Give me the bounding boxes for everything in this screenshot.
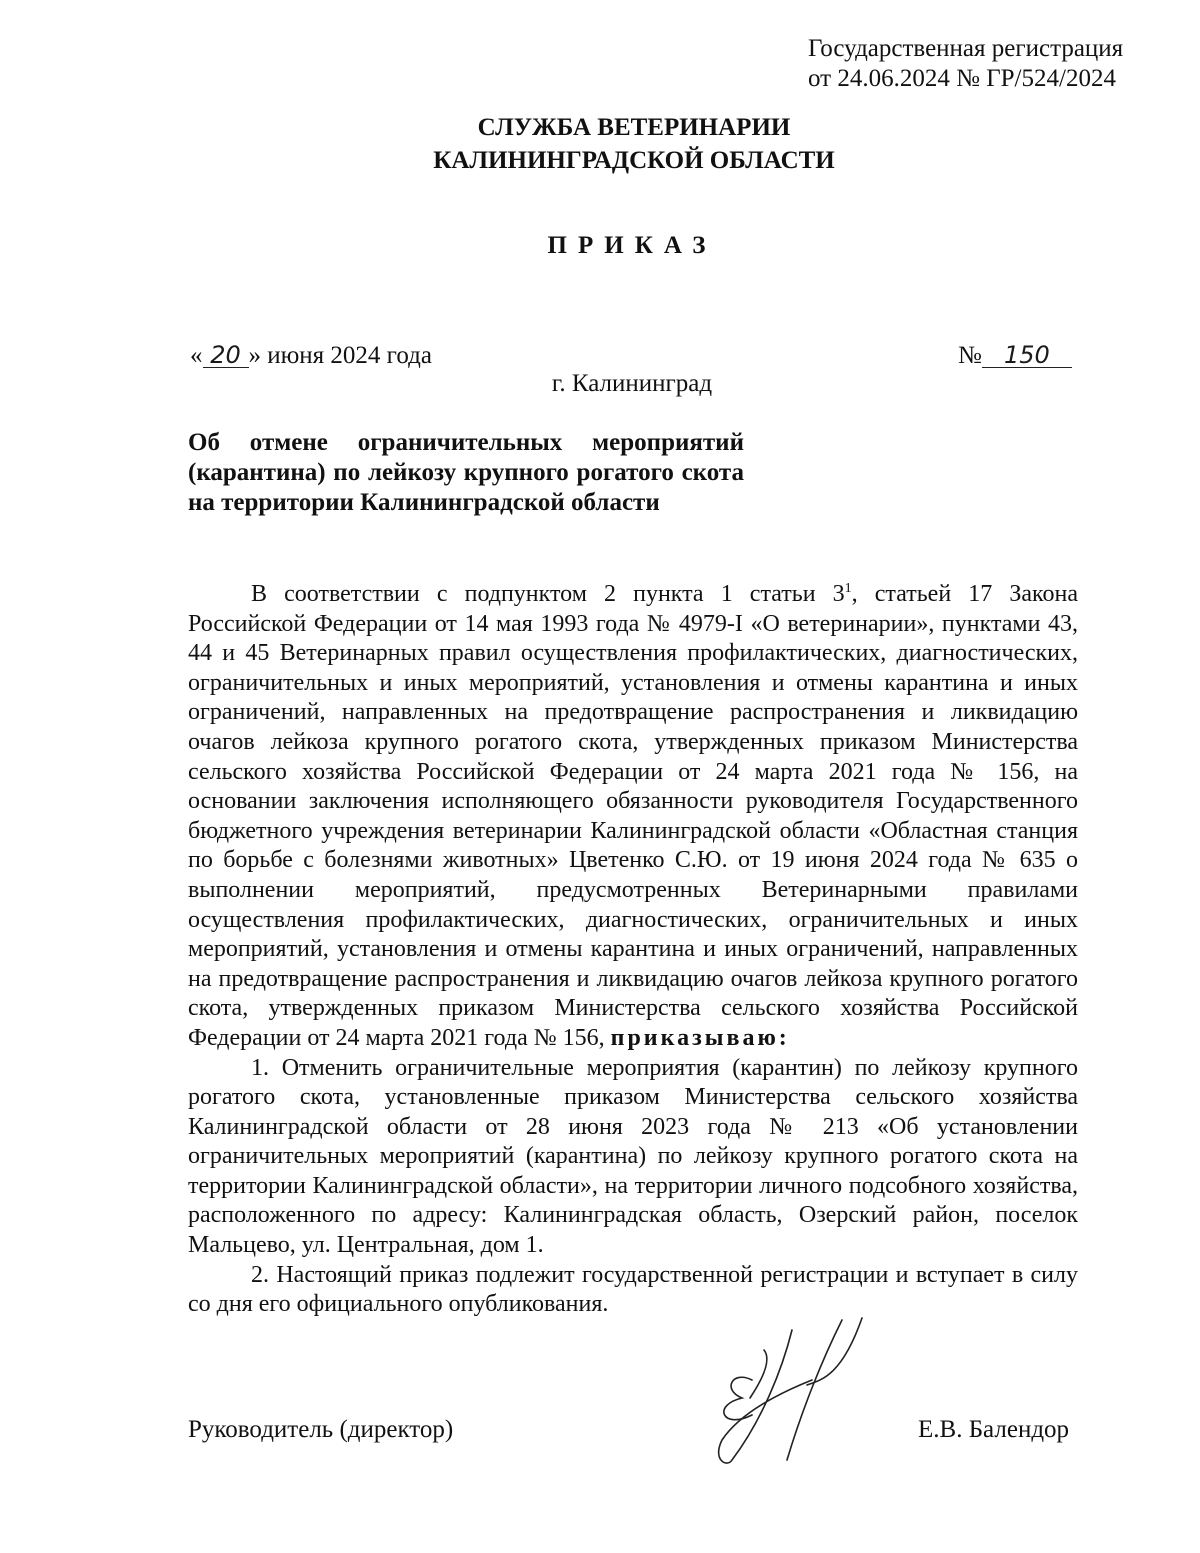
document-type: ПРИКАЗ (547, 232, 717, 259)
handwritten-day: 20 (203, 343, 249, 368)
registration-line-1: Государственная регистрация (808, 35, 1124, 62)
registration-line-2: от 24.06.2024 № ГР/524/2024 (808, 65, 1116, 92)
date-month-year: июня 2024 года (267, 342, 432, 369)
number-prefix: № (958, 342, 982, 369)
date-quote-close: » (248, 342, 261, 369)
document-title: Об отмене ограничительных мероприятий (карантина) по лейкозу крупного рогатого скота на территории Калининградской области (188, 429, 744, 516)
date-quote-open: « (190, 342, 203, 369)
body-paragraph-2: 1. Отменить ограничительные мероприятия (карантин) по лейкозу крупного рогатого скота, установленные приказом Министерства сельского хозяйства Калининградской области от 28 июня 2023 года № 213 «Об установлении ограничительных мероприятий (карантина) по лейкозу крупного рогатого скота на территории Калининградской области», на территории личного подсобного хозяйства, расположенного по адресу: Калининградская область, Озерский район, поселок Мальцево, ул. Центральная, дом 1. (188, 1054, 1078, 1259)
organization-line-2: КАЛИНИНГРАДСКОЙ ОБЛАСТИ (433, 147, 835, 174)
body-paragraph-3: 2. Настоящий приказ подлежит государственной регистрации и вступает в силу со дня его официального опубликования. (188, 1261, 1078, 1318)
signatory-position: Руководитель (директор) (188, 1416, 454, 1443)
body-paragraph-1: В соответствии с подпунктом 2 пункта 1 статьи $3^1$, статьей 17 Закона Российской Федерации от 14 мая 1993 года № 4979-I «О ветеринарии», пунктами 43, 44 и 45 Ветеринарных правил осуществления профилактических, диагностических, ограничительных и иных мероприятий, установления и отмены карантина и иных ограничений, направленных на предотвращение распространения и ликвидацию очагов лейкоза крупного рогатого скота, утвержденных приказом Министерства сельского хозяйства Российской Федерации от 24 марта 2021 года № 156, на основании заключения исполняющего обязанности руководителя Государственного бюджетного учреждения ветеринарии Калининградской области «Областная станция по борьбе с болезнями животных» Цветенко С.Ю. от 19 июня 2024 года № 635 о выполнении мероприятий, предусмотренных Ветеринарными правилами осуществления профилактических, диагностических, ограничительных и иных мероприятий, установления и отмены карантина и иных ограничений, направленных на предотвращение распространения и ликвидацию очагов лейкоза крупного рогатого скота, утвержденных приказом Министерства сельского хозяйства Российской Федерации от 24 марта 2021 года № 156, приказываю: (188, 581, 1078, 1051)
document-city: г. Калининград (551, 370, 713, 397)
document-date (190, 341, 432, 371)
superscript: 1 (844, 581, 852, 596)
organization-name (0, 111, 1200, 177)
handwritten-number: 150 (982, 343, 1072, 368)
document-number (958, 341, 1072, 371)
document-body (188, 580, 1078, 1320)
handwritten-signature (692, 1310, 872, 1470)
order-keyword: приказываю: (610, 1024, 790, 1051)
signatory-name: Е.В. Балендор (918, 1416, 1070, 1443)
organization-line-1: СЛУЖБА ВЕТЕРИНАРИИ (477, 114, 791, 141)
registration-stamp (808, 34, 1180, 94)
